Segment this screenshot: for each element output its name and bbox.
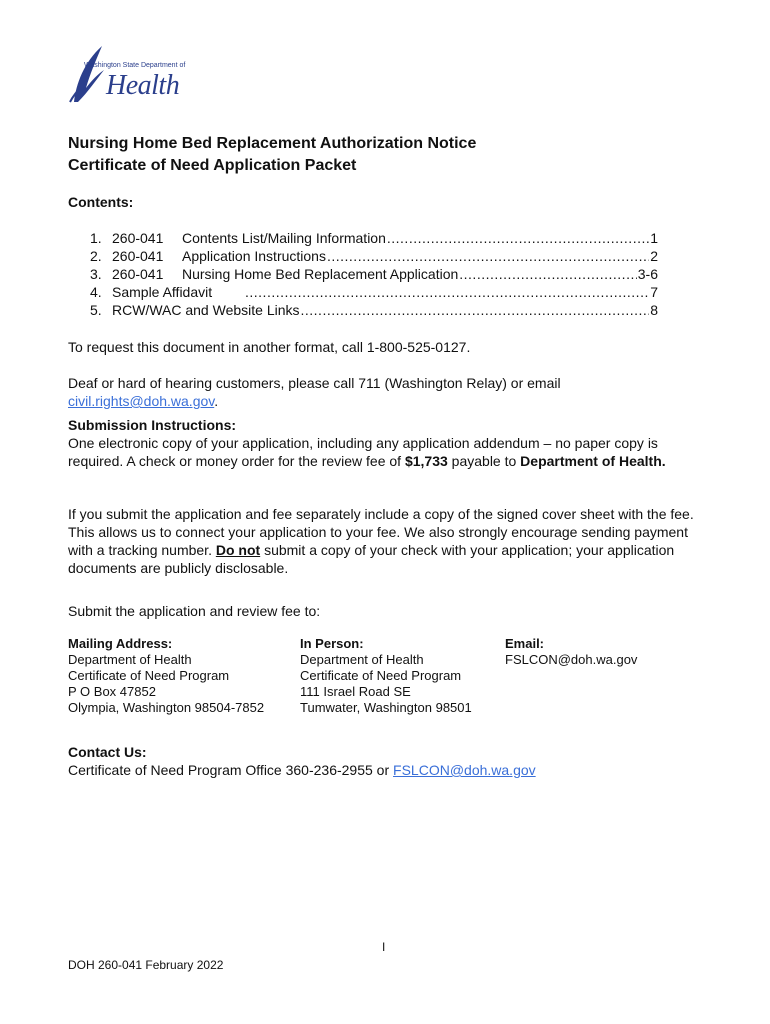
toc-item: 4. Sample Affidavit ..... 7	[90, 283, 658, 301]
payee: Department of Health.	[520, 453, 666, 469]
toc-item: 5. RCW/WAC and Website Links ..... 8	[90, 301, 658, 319]
contact-heading: Contact Us:	[68, 744, 147, 760]
page-subtitle: Certificate of Need Application Packet	[68, 157, 357, 174]
contact-us: Contact Us: Certificate of Need Program Office 360-236-2955 or FSLCON@doh.wa.gov	[68, 744, 536, 778]
email-column: Email: FSLCON@doh.wa.gov	[505, 636, 638, 667]
request-format-text: To request this document in another format, call 1-800-525-0127.	[68, 339, 471, 355]
toc-item: 3. 260-041 Nursing Home Bed Replacement Application ..... 3-6	[90, 265, 658, 283]
mailing-address: Mailing Address: Department of Health Certificate of Need Program P O Box 47852 Olympia, Washington 98504-7852	[68, 636, 265, 715]
table-of-contents	[90, 229, 658, 319]
logo-health-text: Health	[106, 70, 180, 101]
doh-logo	[66, 44, 196, 106]
review-fee: $1,733	[404, 453, 448, 469]
fslcon-email-link[interactable]: FSLCON@doh.wa.gov	[393, 762, 536, 778]
submit-to-text: Submit the application and review fee to:	[68, 603, 321, 619]
submission-heading: Submission Instructions:	[68, 417, 237, 433]
page-title: Nursing Home Bed Replacement Authorization Notice	[68, 135, 477, 152]
toc-item: 2. 260-041 Application Instructions ..... 2	[90, 247, 658, 265]
toc-item: 1. 260-041 Contents List/Mailing Information ..... 1	[90, 229, 658, 247]
feather-icon	[66, 44, 110, 106]
civil-rights-email-link[interactable]: civil.rights@doh.wa.gov	[68, 393, 215, 409]
deaf-hearing-text: Deaf or hard of hearing customers, please call 711 (Washington Relay) or email civil.rights@doh.wa.gov.	[68, 375, 561, 409]
submission-instructions: Submission Instructions: One electronic copy of your application, including any application addendum – no paper copy is required. A check or money order for the review fee of $1,733 payable to Department of Health.	[68, 417, 666, 469]
footer-doc-id: DOH 260-041 February 2022	[68, 958, 224, 972]
logo-small-text: Washington State Department of	[84, 62, 186, 69]
in-person-address: In Person: Department of Health Certificate of Need Program 111 Israel Road SE Tumwater, Washington 98501	[300, 636, 472, 715]
contents-heading: Contents:	[68, 194, 134, 210]
page-marker: I	[382, 940, 386, 954]
separate-submission-text: If you submit the application and fee separately include a copy of the signed cover sheet with the fee. This allows us to connect your application to your fee. We also strongly encourage sending payment with a tracking number. Do not submit a copy of your check with your application; your application documents are publicly disclosable.	[68, 506, 694, 576]
